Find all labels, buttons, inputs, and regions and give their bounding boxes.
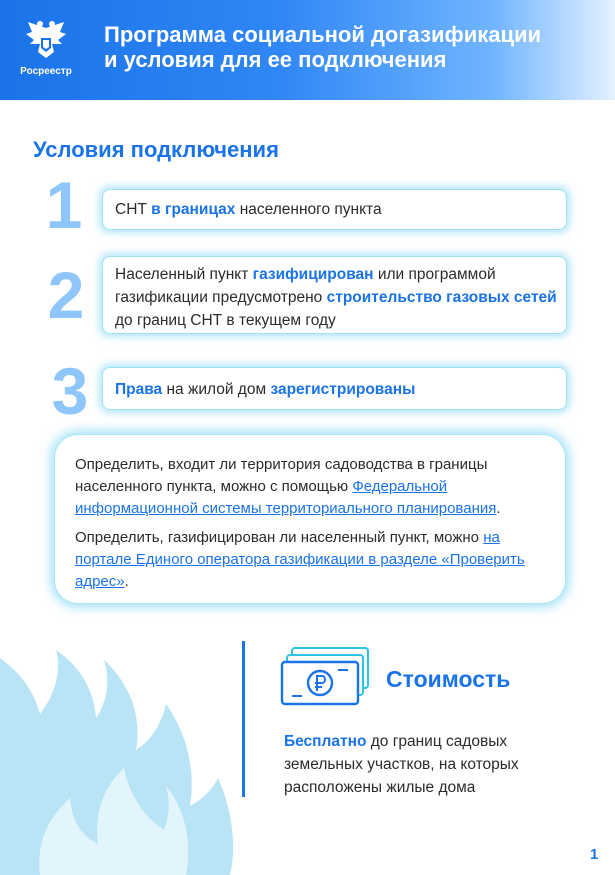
condition-card-2 (102, 256, 567, 334)
flame-icon (0, 600, 240, 875)
condition-number-1: 1 (45, 168, 83, 242)
info-box (54, 434, 566, 604)
condition-number-2: 2 (47, 258, 85, 332)
gas-operator-portal-link[interactable]: на портале Единого оператора газификации в разделе «Проверить адрес» (75, 529, 525, 590)
cost-divider (242, 641, 245, 797)
info-paragraph-1: Определить, входит ли территория садоводства в границы населенного пункта, можно с помощью Федеральной информационной системы территориального планирования. (75, 456, 501, 517)
title-line-1: Программа социальной догазификации (104, 22, 542, 47)
page-number: 1 (590, 846, 599, 863)
money-icon (280, 646, 372, 708)
condition-card-3 (102, 367, 567, 410)
condition-text-2: Населенный пункт газифицирован или программой газификации предусмотрено строительство газовых сетей до границ СНТ в текущем году (115, 266, 557, 329)
condition-card-1 (102, 189, 567, 230)
logo-text: Росреестр (20, 66, 72, 77)
eagle-emblem-icon (24, 18, 68, 62)
cost-title: Стоимость (386, 666, 511, 692)
condition-text-3: Права на жилой дом зарегистрированы (115, 381, 416, 398)
title-line-2: и условия для ее подключения (104, 47, 447, 72)
condition-number-3: 3 (51, 354, 89, 428)
page-title (104, 22, 604, 72)
cost-description: Бесплатно до границ садовых земельных участков, на которых расположены жилые дома (284, 733, 519, 796)
rosreestr-logo (16, 18, 76, 84)
fgis-tp-link[interactable]: Федеральной информационной системы территориального планирования (75, 478, 497, 517)
condition-text-1: СНТ в границах населенного пункта (115, 201, 382, 218)
info-paragraph-2: Определить, газифицирован ли населенный пункт, можно на портале Единого оператора газификации в разделе «Проверить адрес». (75, 529, 525, 590)
section-title: Условия подключения (33, 137, 279, 162)
header-banner (0, 0, 615, 100)
